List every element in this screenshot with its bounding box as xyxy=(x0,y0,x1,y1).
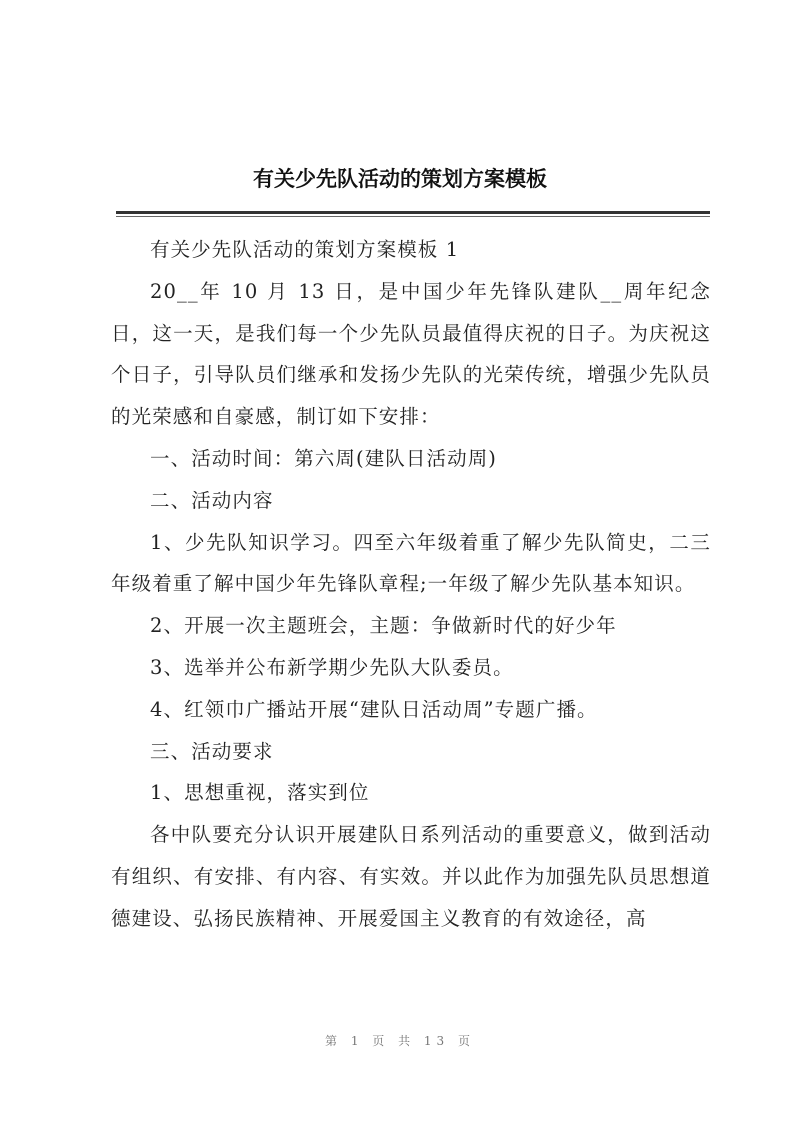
paragraph-item-2: 2、开展一次主题班会，主题：争做新时代的好少年 xyxy=(150,614,617,638)
paragraph-section-3: 三、活动要求 xyxy=(150,739,274,763)
paragraph-requirement-body: 各中队要充分认识开展建队日系列活动的重要意义，做到活动有组织、有安排、有内容、有实效。并以此作为加强先队员思想道德建设、弘扬民族精神、开展爱国主义教育的有效途径，高 xyxy=(111,823,711,930)
paragraph-item-1: 1、少先队知识学习。四至六年级着重了解少先队简史，二三年级着重了解中国少年先锋队章程;一年级了解少先队基本知识。 xyxy=(111,530,711,596)
page-title: 有关少先队活动的策划方案模板 xyxy=(253,167,547,191)
paragraph-section-1: 一、活动时间：第六周(建队日活动周) xyxy=(150,446,498,470)
paragraph-item-4: 4、红领巾广播站开展“建队日活动周”专题广播。 xyxy=(150,697,598,721)
paragraph-intro: 20__年 10 月 13 日，是中国少年先锋队建队__周年纪念日，这一天，是我们每一个少先队员最值得庆祝的日子。为庆祝这个日子，引导队员们继承和发扬少先队的光荣传统，增强少先队员的光荣感和自豪感，制订如下安排： xyxy=(111,279,711,429)
paragraph-requirement-1: 1、思想重视，落实到位 xyxy=(150,781,370,805)
page-footer: 第 1 页 共 13 页 xyxy=(325,1034,475,1048)
title-underline xyxy=(116,211,710,214)
document-body xyxy=(111,229,711,940)
paragraph-section-2: 二、活动内容 xyxy=(150,488,274,512)
paragraph-heading: 有关少先队活动的策划方案模板 1 xyxy=(150,238,460,261)
title-underline-thin xyxy=(116,216,710,217)
paragraph-item-3: 3、选举并公布新学期少先队大队委员。 xyxy=(150,655,514,679)
